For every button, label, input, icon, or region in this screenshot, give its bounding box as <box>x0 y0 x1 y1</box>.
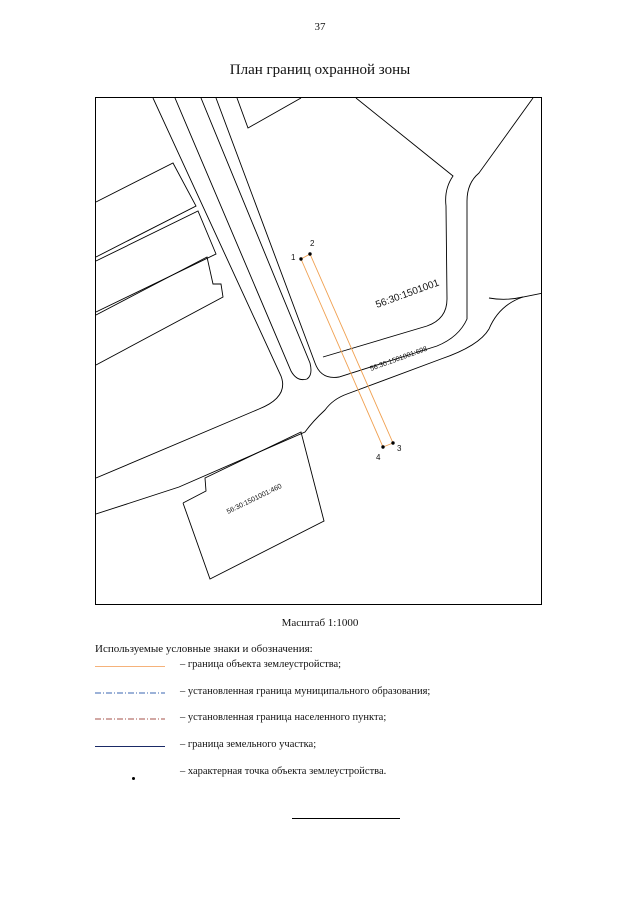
legend-item-characteristic-point <box>95 765 555 783</box>
legend-title: Используемые условные знаки и обозначения: <box>95 643 313 655</box>
legend-item-municipal-boundary <box>95 685 555 703</box>
legend-item-land-parcel-boundary <box>95 738 555 756</box>
road-parcel-label: 56:30:1501001:698 <box>369 345 429 373</box>
legend-line-municipal-boundary <box>95 688 165 696</box>
page-number: 37 <box>314 21 326 33</box>
point-4-marker <box>381 445 384 448</box>
quarter-number-label: 56:30:1501001 <box>374 277 441 311</box>
road-edge-east <box>216 98 533 377</box>
legend-text-land-parcel-boundary: – граница земельного участка; <box>180 739 317 750</box>
point-3-label: 3 <box>397 444 402 453</box>
building-parcel-label: 56:30:1501001:460 <box>225 483 284 516</box>
building-outline-southwest <box>96 257 223 365</box>
legend-item-settlement-boundary <box>95 711 555 729</box>
object-boundary <box>301 254 393 447</box>
signature-line <box>292 818 400 819</box>
legend-line-land-parcel-boundary <box>95 746 165 747</box>
legend-text-municipal-boundary: – установленная граница муниципального образования; <box>180 686 431 697</box>
point-1-label: 1 <box>291 253 296 262</box>
boundary-plan-map <box>96 98 542 605</box>
building-outline-north <box>96 163 196 257</box>
legend-item-object-boundary <box>95 658 555 676</box>
road-median <box>175 98 311 380</box>
road-edge-south <box>96 293 542 514</box>
building-outline-top <box>237 98 301 128</box>
point-2-marker <box>308 252 311 255</box>
legend-point-marker <box>132 777 135 780</box>
point-2-label: 2 <box>310 239 315 248</box>
road-edge-west <box>96 98 283 478</box>
object-boundary-right <box>310 254 393 443</box>
legend-text-settlement-boundary: – установленная граница населенного пункта; <box>180 712 387 723</box>
point-1-marker <box>299 257 302 260</box>
legend-line-settlement-boundary <box>95 714 165 722</box>
plan-title: План границ охранной зоны <box>229 62 411 78</box>
legend-line-object-boundary <box>95 666 165 667</box>
map-linework <box>96 98 542 579</box>
legend-text-object-boundary: – граница объекта землеустройства; <box>180 659 342 670</box>
legend-text-characteristic-point: – характерная точка объекта землеустройства. <box>180 766 387 777</box>
map-frame <box>95 97 542 605</box>
map-scale: Масштаб 1:1000 <box>281 617 359 629</box>
point-4-label: 4 <box>376 453 381 462</box>
point-3-marker <box>391 441 394 444</box>
object-boundary-left <box>301 259 383 447</box>
quarter-boundary <box>323 98 453 357</box>
